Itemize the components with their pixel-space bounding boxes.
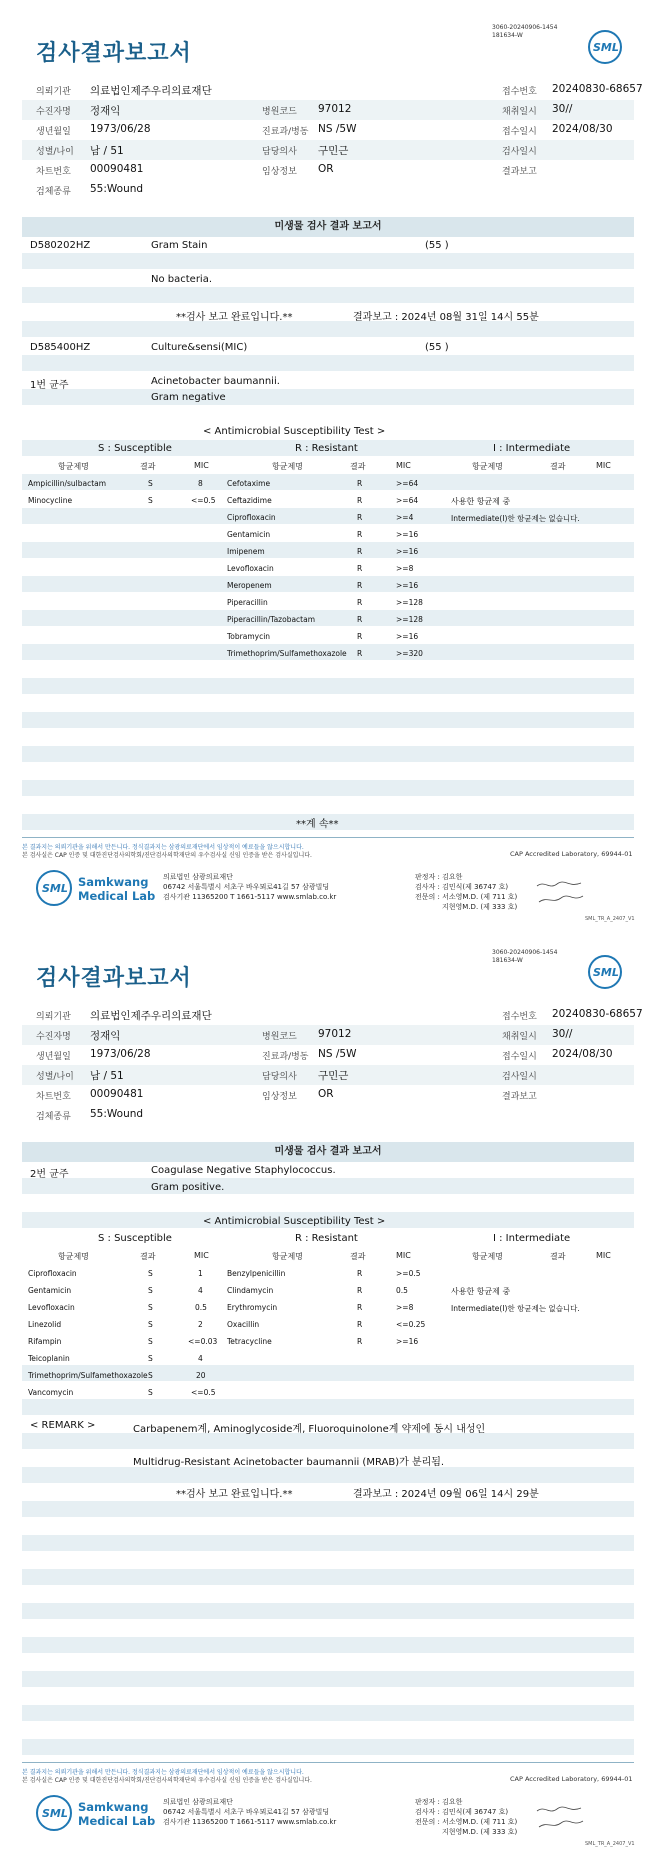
drug-mic: 0.5 [195,1303,207,1312]
row-band [22,321,634,337]
continued-mark: **계 속** [296,819,339,830]
col-header-result: 결과 [140,462,156,471]
isolate-label: 1번 균주 [30,380,69,391]
page-title: 검사결과보고서 [36,41,192,66]
row-band [22,542,634,558]
drug-name: Ceftazidime [227,496,272,505]
drug-mic: 4 [198,1354,203,1363]
drug-mic: 2 [198,1320,203,1329]
info-row-chart: 차트번호 00090481 임상정보 OR 결과보고 [36,163,537,177]
drug-name: Minocycline [28,496,73,505]
drug-mic: 4 [198,1286,203,1295]
row-band [22,1739,634,1755]
drug-name: Ciprofloxacin [28,1269,77,1278]
remark-line: Carbapenem계, Aminoglycoside계, Fluoroquinolone계 약제에 동시 내성인 [133,1424,486,1435]
drug-mic: >=0.5 [396,1269,421,1278]
col-header-drug: 항균제명 [272,462,303,471]
info-row-sex-age: 성별/나이 남 / 51 담당의사 구민근 검사일시 [22,140,634,160]
gram-stain-code: D580202HZ [30,240,91,251]
row-band [22,1467,634,1483]
ast-title: < Antimicrobial Susceptibility Test > [203,1216,386,1227]
drug-mic: >=16 [396,547,419,556]
drug-mic: 8 [198,479,203,488]
signatures: 판정자 : 김요한 검사자 : 김민식(제 36747 호) 전문의 : 서소영M.D. (제 711 호) 지현영M.D. (제 333 호) [415,1798,518,1836]
row-band [22,1637,634,1653]
row-band [22,287,634,303]
info-row-institution: 의뢰기관 의료법인제주우리의료재단 접수번호 20240830-68657 [36,83,643,97]
drug-mic: >=128 [396,598,423,607]
sml-logo-icon: SML [36,870,72,906]
brand-name: Samkwang Medical Lab [78,875,156,903]
ast-note: 사용한 항균제 중 [451,1287,511,1296]
sml-logo-icon: SML [36,1795,72,1831]
row-band [22,610,634,626]
info-row-specimen: 검체종류 55:Wound [36,183,144,197]
drug-result: S [148,1320,153,1329]
row-band [22,1535,634,1551]
drug-result: R [357,581,363,590]
legend-intermediate: I : Intermediate [493,443,571,454]
info-row-birth: 생년월일 1973/06/28 진료과/병동 NS /5W 접수일시 2024/08/30 [36,123,613,137]
drug-name: Clindamycin [227,1286,274,1295]
row-band [22,1671,634,1687]
drug-name: Oxacillin [227,1320,260,1329]
gram-result: Gram positive. [151,1182,225,1193]
drug-name: Teicoplanin [28,1354,70,1363]
drug-name: Piperacillin [227,598,268,607]
gram-stain-test: Gram Stain [151,240,208,251]
drug-result: R [357,1320,363,1329]
col-header-drug: 항균제명 [272,1252,303,1261]
drug-name: Gentamicin [28,1286,72,1295]
drug-result: S [148,1303,153,1312]
drug-result: R [357,547,363,556]
drug-result: R [357,1337,363,1346]
isolate-label: 2번 균주 [30,1169,69,1180]
drug-result: R [357,496,363,505]
section-header: 미생물 검사 결과 보고서 [22,217,634,237]
remark-line: Multidrug-Resistant Acinetobacter baumannii (MRAB)가 분리됨. [133,1457,445,1468]
col-header-drug: 항균제명 [58,462,89,471]
col-header-mic: MIC [194,1251,209,1260]
sml-logo-icon: SML [588,955,622,989]
report-complete-text: **검사 보고 완료입니다.** [176,1489,293,1500]
col-header-mic: MIC [596,1251,611,1260]
col-header-mic: MIC [396,461,411,470]
culture-test: Culture&sensi(MIC) [151,342,248,353]
info-row-name: 수진자명 정재익 병원코드 97012 채취일시 30// [22,1025,634,1045]
row-band [22,780,634,796]
drug-name: Gentamicin [227,530,271,539]
info-row-sex-age: 성별/나이 남 / 51 담당의사 구민근 검사일시 [22,1065,634,1085]
lab-address: 의료법인 삼광의료재단 06742 서울특별시 서초구 바우뫼로41길 57 삼광빌딩 검사기관 11365200 T 1661-5117 www.smlab.co.kr [163,873,337,901]
row-band [22,1178,634,1194]
col-header-drug: 항균제명 [58,1252,89,1261]
ast-note: 사용한 항균제 중 [451,497,511,506]
drug-result: R [357,479,363,488]
row-band [22,1433,634,1449]
drug-name: Cefotaxime [227,479,271,488]
row-band [22,1399,634,1415]
drug-name: Trimethoprim/Sulfamethoxazole [227,649,347,658]
culture-specimen: (55 ) [425,342,449,353]
brand-name: Samkwang Medical Lab [78,1800,156,1828]
drug-name: Trimethoprim/Sulfamethoxazole [28,1371,148,1380]
document-id: 3060-20240906-1454 181634-W [492,24,558,39]
footer-note: 본 검사실은 CAP 인증 및 대한진단검사의학회/진단검사의학재단의 우수검사실 신임 인증을 받은 검사실입니다. [22,1777,312,1784]
drug-mic: >=128 [396,615,423,624]
drug-mic: >=16 [396,632,419,641]
drug-result: R [357,598,363,607]
col-header-result: 결과 [550,1252,566,1261]
drug-mic: >=8 [396,1303,414,1312]
version-code: SML_TR_A_2407_V1 [585,1841,635,1847]
drug-name: Ampicillin/sulbactam [28,479,107,488]
legend-susceptible: S : Susceptible [98,443,172,454]
drug-name: Ciprofloxacin [227,513,276,522]
gram-result: Gram negative [151,392,226,403]
row-band [22,712,634,728]
legend-resistant: R : Resistant [295,443,358,454]
ast-note: Intermediate(I)한 항균제는 없습니다. [451,514,580,523]
drug-result: S [148,1354,153,1363]
footer-note: 본 검사실은 CAP 인증 및 대한진단검사의학회/진단검사의학재단의 우수검사실 신임 인증을 받은 검사실입니다. [22,852,312,859]
drug-result: S [148,1337,153,1346]
drug-name: Tetracycline [227,1337,272,1346]
row-band [22,746,634,762]
drug-result: R [357,1286,363,1295]
legend-intermediate: I : Intermediate [493,1233,571,1244]
row-band [22,678,634,694]
col-header-result: 결과 [140,1252,156,1261]
row-band [22,1569,634,1585]
report-complete-text: **검사 보고 완료입니다.** [176,312,293,323]
ast-title: < Antimicrobial Susceptibility Test > [203,426,386,437]
row-band [22,355,634,371]
drug-name: Erythromycin [227,1303,278,1312]
col-header-mic: MIC [596,461,611,470]
report-page-2 [0,925,655,1850]
drug-name: Levofloxacin [227,564,274,573]
drug-name: Vancomycin [28,1388,74,1397]
legend-susceptible: S : Susceptible [98,1233,172,1244]
report-time: 결과보고 : 2024년 08월 31일 14시 55분 [353,312,539,323]
col-header-drug: 항균제명 [472,462,503,471]
drug-name: Imipenem [227,547,265,556]
col-header-mic: MIC [396,1251,411,1260]
drug-mic: 1 [198,1269,203,1278]
col-header-mic: MIC [194,461,209,470]
page-title: 검사결과보고서 [36,966,192,991]
lab-address: 의료법인 삼광의료재단 06742 서울특별시 서초구 바우뫼로41길 57 삼광빌딩 검사기관 11365200 T 1661-5117 www.smlab.co.kr [163,1798,337,1826]
organism-name: Coagulase Negative Staphylococcus. [151,1165,336,1176]
drug-result: S [148,1286,153,1295]
footer-note: 본 결과지는 의뢰기관을 위해서 만든니다. 정식결과지는 삼광의료재단에서 임상적이 예료들을 않으시합니다. [22,844,304,851]
drug-mic: <=0.25 [396,1320,426,1329]
drug-mic: >=320 [396,649,423,658]
signatures: 판정자 : 김요한 검사자 : 김민식(제 36747 호) 전문의 : 서소영M.D. (제 711 호) 지현영M.D. (제 333 호) [415,873,518,911]
info-row-name: 수진자명 정재익 병원코드 97012 채취일시 30// [22,100,634,120]
organism-name: Acinetobacter baumannii. [151,376,280,387]
document-id: 3060-20240906-1454 181634-W [492,949,558,964]
drug-name: Levofloxacin [28,1303,75,1312]
col-header-drug: 항균제명 [472,1252,503,1261]
drug-mic: >=64 [396,479,419,488]
legend-resistant: R : Resistant [295,1233,358,1244]
row-band [22,1603,634,1619]
info-row-chart: 차트번호 00090481 임상정보 OR 결과보고 [36,1088,537,1102]
row-band [22,576,634,592]
info-row-specimen: 검체종류 55:Wound [36,1108,144,1122]
row-band [22,253,634,269]
row-band [22,389,634,405]
sml-logo-icon: SML [588,30,622,64]
row-band [22,1501,634,1517]
drug-mic: 0.5 [396,1286,408,1295]
section-header: 미생물 검사 결과 보고서 [22,1142,634,1162]
col-header-result: 결과 [350,1252,366,1261]
drug-name: Piperacillin/Tazobactam [227,615,316,624]
drug-result: S [148,1388,153,1397]
col-header-result: 결과 [350,462,366,471]
version-code: SML_TR_A_2407_V1 [585,916,635,922]
drug-name: Linezolid [28,1320,62,1329]
col-header-result: 결과 [550,462,566,471]
drug-result: R [357,1269,363,1278]
info-row-institution: 의뢰기관 의료법인제주우리의료재단 접수번호 20240830-68657 [36,1008,643,1022]
drug-mic: >=16 [396,530,419,539]
drug-name: Rifampin [28,1337,62,1346]
drug-result: R [357,649,363,658]
drug-result: S [148,479,153,488]
drug-result: S [148,496,153,505]
drug-mic: >=16 [396,1337,419,1346]
gram-stain-result: No bacteria. [151,274,213,285]
signature-icon [535,1803,585,1831]
drug-result: R [357,564,363,573]
drug-mic: >=8 [396,564,414,573]
gram-stain-specimen: (55 ) [425,240,449,251]
drug-mic: >=64 [396,496,419,505]
drug-name: Benzylpenicillin [227,1269,286,1278]
footer-divider [22,1762,634,1763]
drug-result: R [357,530,363,539]
cap-accreditation: CAP Accredited Laboratory, 69944-01 [510,1775,633,1783]
drug-result: S [148,1269,153,1278]
drug-result: S [148,1371,153,1380]
drug-mic: >=16 [396,581,419,590]
signature-icon [535,878,585,906]
drug-result: R [357,1303,363,1312]
drug-result: R [357,513,363,522]
cap-accreditation: CAP Accredited Laboratory, 69944-01 [510,850,633,858]
report-time: 결과보고 : 2024년 09월 06일 14시 29분 [353,1489,539,1500]
drug-mic: <=0.5 [191,1388,216,1397]
drug-name: Tobramycin [227,632,271,641]
ast-note: Intermediate(I)한 항균제는 없습니다. [451,1304,580,1313]
drug-mic: <=0.5 [191,496,216,505]
drug-mic: <=0.03 [188,1337,218,1346]
drug-result: R [357,632,363,641]
drug-result: R [357,615,363,624]
drug-mic: >=4 [396,513,414,522]
remark-label: < REMARK > [30,1420,96,1431]
row-band [22,1705,634,1721]
culture-code: D585400HZ [30,342,91,353]
row-band [22,474,634,490]
drug-mic: 20 [196,1371,206,1380]
info-row-birth: 생년월일 1973/06/28 진료과/병동 NS /5W 접수일시 2024/08/30 [36,1048,613,1062]
footer-divider [22,837,634,838]
footer-note: 본 결과지는 의뢰기관을 위해서 만든니다. 정식결과지는 삼광의료재단에서 임상적이 예료들을 않으시합니다. [22,1769,304,1776]
drug-name: Meropenem [227,581,272,590]
